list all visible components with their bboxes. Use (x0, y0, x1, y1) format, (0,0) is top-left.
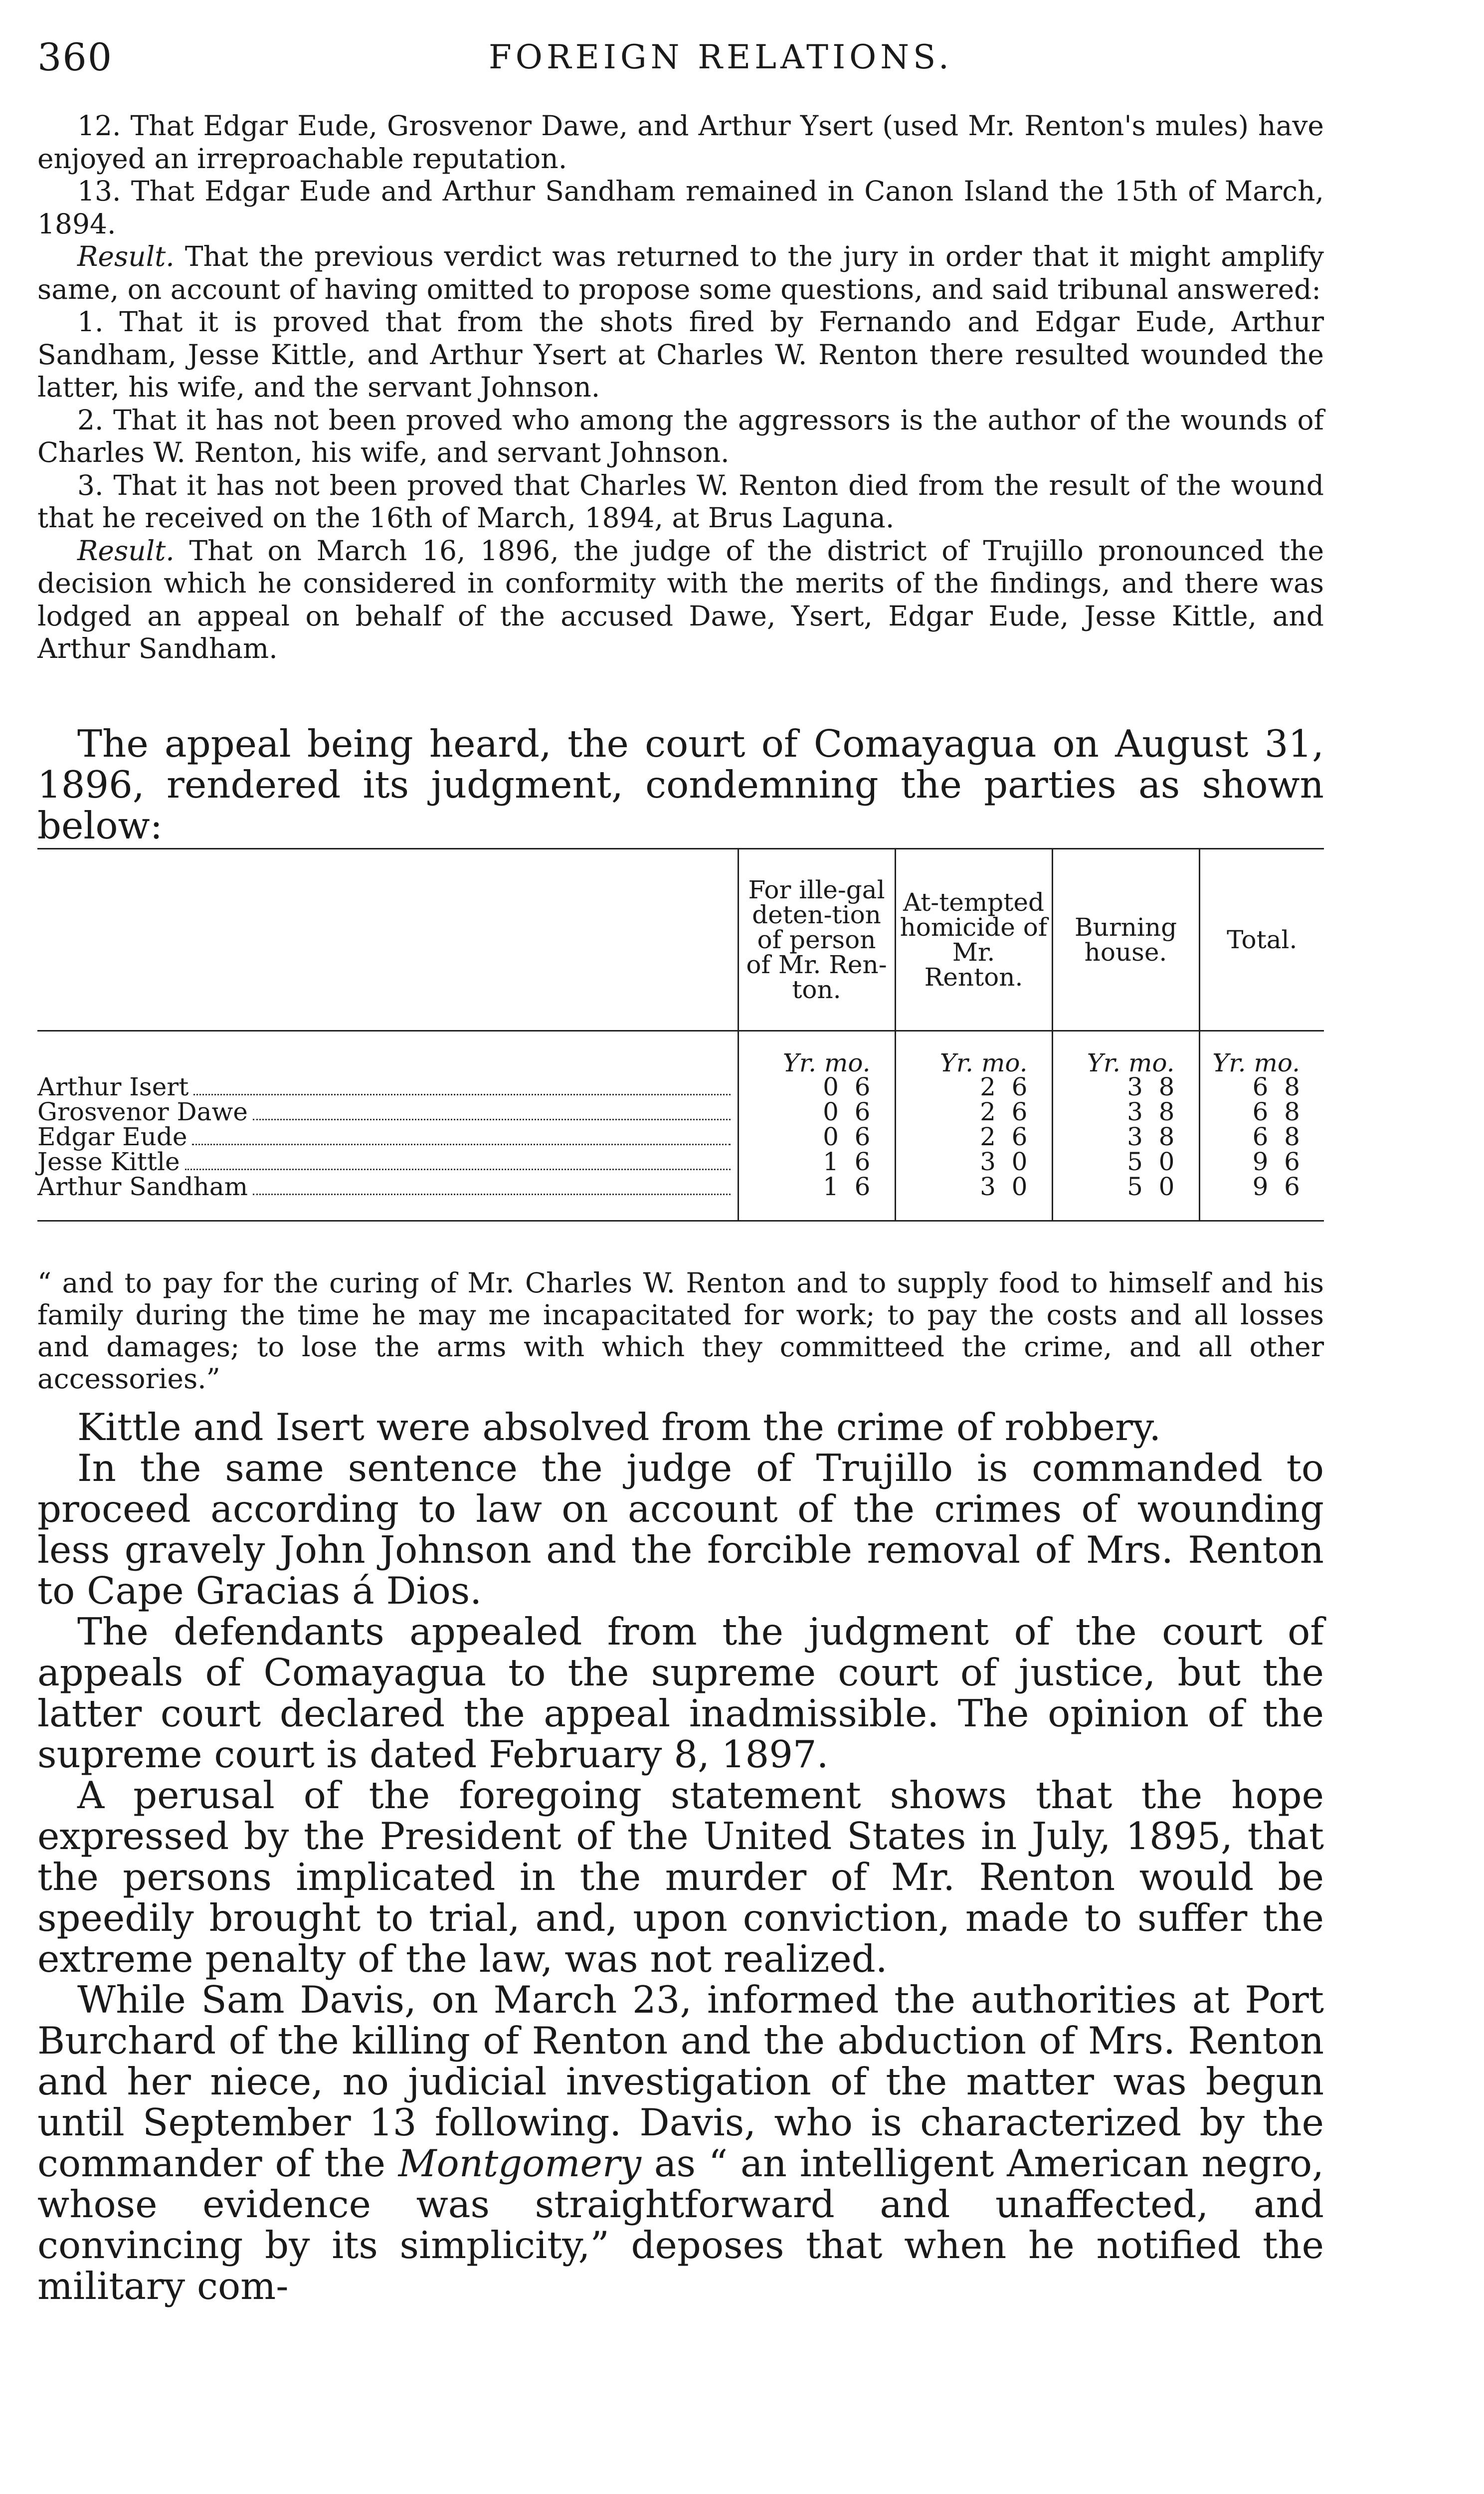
illegal-detention-cell: 0 6 (738, 1100, 895, 1125)
unit-label: Yr. mo. (895, 1031, 1052, 1076)
total-cell: 9 6 (1199, 1150, 1324, 1175)
defendant-name: Grosvenor Dawe (37, 1097, 248, 1126)
total-cell: 6 8 (1199, 1100, 1324, 1125)
dot-leader (193, 1094, 730, 1095)
finding-13: 13. That Edgar Eude and Arthur Sandham remained in Canon Island the 15th of March, 1894. (37, 175, 1324, 240)
answer-3: 3. That it has not been proved that Charles W. Renton died from the result of the wound that he received on the 16th of March, 1894, at Brus Laguna. (37, 469, 1324, 534)
burning-house-cell: 3 8 (1052, 1125, 1199, 1150)
body-text-run: While Sam Davis, on March 23, informed the authorities at Port Burchard of the killing of Renton and the abduction of Mrs. Renton and her niece, no judicial investigation of the matter was begun until September 13 following. Davis, who is characterized by the commander of the (37, 1978, 1324, 2185)
total-cell: 6 8 (1199, 1075, 1324, 1100)
defendant-name: Arthur Sandham (37, 1172, 248, 1201)
page-header (0, 30, 1484, 85)
table-row (37, 1150, 1324, 1175)
burning-house-cell: 3 8 (1052, 1075, 1199, 1100)
defendant-name: Edgar Eude (37, 1122, 187, 1151)
running-head: FOREIGN RELATIONS. (489, 38, 953, 76)
result-text: That on March 16, 1896, the judge of the district of Trujillo pronounced the decision which he considered in conformity with the merits of the findings, and there was lodged an appeal on behalf of the accused Dawe, Ysert, Edgar Eude, Jesse Kittle, and Arthur Sandham. (37, 534, 1324, 664)
finding-12: 12. That Edgar Eude, Grosvenor Dawe, and Arthur Ysert (used Mr. Renton's mules) have enjoyed an irreproachable reputation. (37, 110, 1324, 175)
answer-2: 2. That it has not been proved who among the aggressors is the author of the wounds of Charles W. Renton, his wife, and servant Johnson. (37, 404, 1324, 468)
column-header-burning-house: Burning house. (1052, 849, 1199, 1031)
total-cell: 6 8 (1199, 1125, 1324, 1150)
attempted-homicide-cell: 2 6 (895, 1125, 1052, 1150)
body-paragraph: Kittle and Isert were absolved from the crime of robbery. (77, 1405, 1161, 1449)
result-text: That the previous verdict was returned to the jury in order that it might amplify same, on account of having omitted to propose some questions, and said tribunal answered: (37, 240, 1324, 305)
defendant-name: Jesse Kittle (37, 1147, 180, 1176)
illegal-detention-cell: 0 6 (738, 1125, 895, 1150)
unit-stub (37, 1031, 738, 1076)
page-number: 360 (37, 35, 113, 79)
column-header-attempted-homicide: At-tempted homicide of Mr. Renton. (895, 849, 1052, 1031)
table-header-row (37, 849, 1324, 1031)
column-header-illegal-detention: For ille-gal deten-tion of person of Mr. Ren-ton. (738, 849, 895, 1031)
dot-leader (185, 1169, 731, 1170)
body-text (37, 1407, 1324, 2306)
result-label: Result. (77, 240, 175, 272)
unit-label: Yr. mo. (1052, 1031, 1199, 1076)
quote-text: “ and to pay for the curing of Mr. Charles W. Renton and to supply food to himself and his family during the time he may me incapacitated for work; to pay the costs and all losses and damages; to lose the arms with which they committeed the crime, and all other accessories.” (37, 1267, 1324, 1395)
burning-house-cell: 5 0 (1052, 1150, 1199, 1175)
illegal-detention-cell: 0 6 (738, 1075, 895, 1100)
sentence-table (37, 848, 1324, 1222)
table-row (37, 1175, 1324, 1221)
attempted-homicide-cell: 3 0 (895, 1175, 1052, 1221)
attempted-homicide-cell: 2 6 (895, 1100, 1052, 1125)
attempted-homicide-cell: 3 0 (895, 1150, 1052, 1175)
dot-leader (253, 1194, 731, 1195)
judgment-quote (37, 1267, 1324, 1395)
attempted-homicide-cell: 2 6 (895, 1075, 1052, 1100)
result-paragraph-1 (37, 240, 1324, 306)
body-paragraph (37, 1979, 1324, 2306)
stub-header (37, 849, 738, 1031)
intro-paragraph-block (37, 723, 1324, 846)
illegal-detention-cell: 1 6 (738, 1150, 895, 1175)
total-cell: 9 6 (1199, 1175, 1324, 1221)
dot-leader (192, 1144, 730, 1145)
illegal-detention-cell: 1 6 (738, 1175, 895, 1221)
body-paragraph: In the same sentence the judge of Trujillo is commanded to proceed according to law on account of the crimes of wounding less gravely John Johnson and the forcible removal of Mrs. Renton to Cape Gracias á Dios. (37, 1446, 1324, 1613)
burning-house-cell: 5 0 (1052, 1175, 1199, 1221)
body-text-run: as “ an intelligent American negro, whose evidence was straightforward and unaffected, and convincing by its simplicity,” deposes that when he notified the military com- (37, 2141, 1324, 2308)
unit-label: Yr. mo. (1199, 1031, 1324, 1076)
ship-name: Montgomery (398, 2141, 642, 2185)
unit-row (37, 1031, 1324, 1076)
body-paragraph: A perusal of the foregoing statement shows that the hope expressed by the President of the United States in July, 1895, that the persons implicated in the murder of Mr. Renton would be speedily brought to trial, and, upon conviction, made to suffer the extreme penalty of the law, was not realized. (37, 1773, 1324, 1981)
unit-label: Yr. mo. (738, 1031, 895, 1076)
small-print-block (37, 110, 1324, 665)
table-row (37, 1125, 1324, 1150)
dot-leader (253, 1119, 731, 1120)
table-row (37, 1075, 1324, 1100)
intro-paragraph: The appeal being heard, the court of Comayagua on August 31, 1896, rendered its judgment, condemning the parties as shown below: (37, 722, 1324, 847)
answer-1: 1. That it is proved that from the shots fired by Fernando and Edgar Eude, Arthur Sandham, Jesse Kittle, and Arthur Ysert at Charles W. Renton there resulted wounded the latter, his wife, and the servant Johnson. (37, 306, 1324, 403)
column-header-total: Total. (1199, 849, 1324, 1031)
burning-house-cell: 3 8 (1052, 1100, 1199, 1125)
result-paragraph-2 (37, 535, 1324, 665)
sentence-table-wrapper (37, 848, 1324, 1242)
result-label: Result. (77, 534, 175, 567)
table-row (37, 1100, 1324, 1125)
body-paragraph: The defendants appealed from the judgment of the court of appeals of Comayagua to the supreme court of justice, but the latter court declared the appeal inadmissible. The opinion of the supreme court is dated February 8, 1897. (37, 1610, 1324, 1776)
defendant-name: Arthur Isert (37, 1072, 189, 1101)
